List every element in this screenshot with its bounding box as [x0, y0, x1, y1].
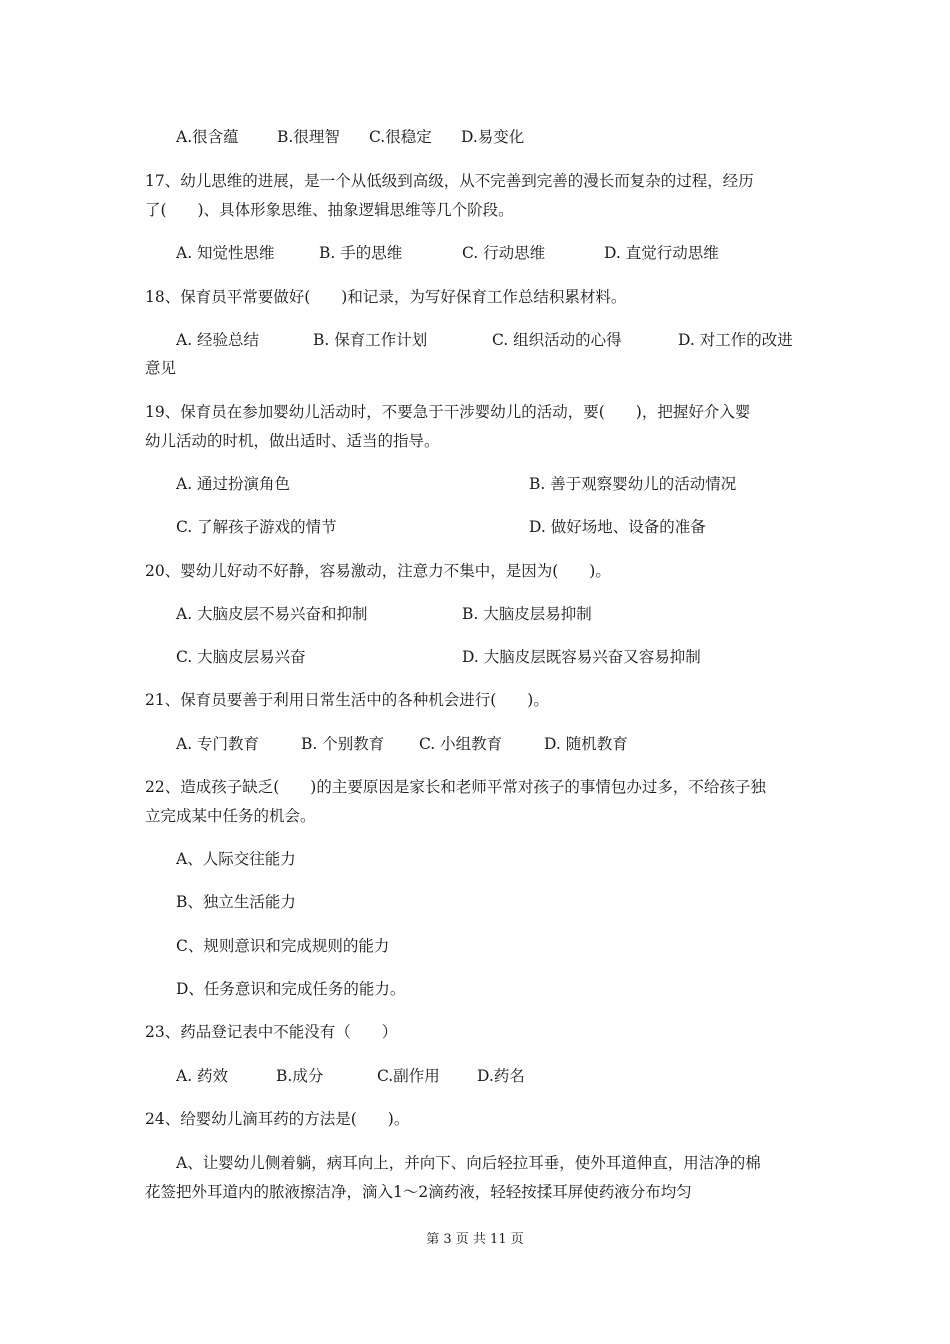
q16-option-d: D.易变化 [461, 128, 525, 146]
q23-option-b: B.成分 [276, 1067, 324, 1085]
q20-stem-line1: 20、婴幼儿好动不好静，容易激动，注意力不集中，是因为( )。 [145, 562, 611, 580]
q16-option-b: B.很理智 [277, 128, 340, 146]
q24-option-a-line2: 花签把外耳道内的脓液擦洁净，滴入1～2滴药液，轻轻按揉耳屏使药液分布均匀 [145, 1183, 692, 1201]
q18-option-a: A. 经验总结 [176, 331, 260, 349]
q21-option-b: B. 个别教育 [301, 735, 385, 753]
q23-option-c: C.副作用 [377, 1067, 440, 1085]
q23-stem-line1: 23、药品登记表中不能没有（ ） [145, 1023, 398, 1041]
q17-option-c: C. 行动思维 [462, 244, 546, 262]
q24-option-a-line1: A、让婴幼儿侧着躺，病耳向上，并向下、向后轻拉耳垂，使外耳道伸直，用洁净的棉 [176, 1154, 761, 1172]
q17-stem-line2: 了( )、具体形象思维、抽象逻辑思维等几个阶段。 [145, 201, 514, 219]
q17-stem-line1: 17、幼儿思维的进展，是一个从低级到高级，从不完善到完善的漫长而复杂的过程，经历 [145, 172, 754, 190]
q22-stem-line2: 立完成某中任务的机会。 [145, 807, 316, 825]
q18-option-d-wrap: 意见 [145, 359, 177, 377]
q20-option-d: D. 大脑皮层既容易兴奋又容易抑制 [462, 648, 701, 666]
q24-stem-line1: 24、给婴幼儿滴耳药的方法是( )。 [145, 1110, 410, 1128]
q17-option-a: A. 知觉性思维 [176, 244, 275, 262]
q17-option-b: B. 手的思维 [319, 244, 403, 262]
q18-option-c: C. 组织活动的心得 [492, 331, 622, 349]
q19-stem-line2: 幼儿活动的时机，做出适时、适当的指导。 [145, 432, 440, 450]
q21-stem-line1: 21、保育员要善于利用日常生活中的各种机会进行( )。 [145, 691, 549, 709]
q18-option-d: D. 对工作的改进 [678, 331, 793, 349]
q17-option-d: D. 直觉行动思维 [604, 244, 719, 262]
q22-option-a: A、人际交往能力 [176, 850, 296, 868]
q22-option-d: D、任务意识和完成任务的能力。 [176, 980, 406, 998]
q21-option-a: A. 专门教育 [176, 735, 260, 753]
q23-option-d: D.药名 [477, 1067, 525, 1085]
q16-option-a: A.很含蕴 [176, 128, 239, 146]
q22-stem-line1: 22、造成孩子缺乏( )的主要原因是家长和老师平常对孩子的事情包办过多，不给孩子独 [145, 778, 766, 796]
q21-option-d: D. 随机教育 [544, 735, 628, 753]
q20-option-a: A. 大脑皮层不易兴奋和抑制 [176, 605, 368, 623]
q20-option-b: B. 大脑皮层易抑制 [462, 605, 592, 623]
q18-option-b: B. 保育工作计划 [313, 331, 428, 349]
q22-option-b: B、独立生活能力 [176, 893, 296, 911]
q21-option-c: C. 小组教育 [419, 735, 503, 753]
q19-option-c: C. 了解孩子游戏的情节 [176, 518, 337, 536]
q16-option-c: C.很稳定 [369, 128, 432, 146]
q19-option-b: B. 善于观察婴幼儿的活动情况 [529, 475, 737, 493]
q22-option-c: C、规则意识和完成规则的能力 [176, 937, 390, 955]
page-number-footer: 第 3 页 共 11 页 [426, 1232, 524, 1247]
q19-stem-line1: 19、保育员在参加婴幼儿活动时，不要急于干涉婴幼儿的活动，要( )，把握好介入婴 [145, 403, 751, 421]
q18-stem-line1: 18、保育员平常要做好( )和记录，为写好保育工作总结积累材料。 [145, 288, 627, 306]
q23-option-a: A. 药效 [176, 1067, 229, 1085]
q19-option-a: A. 通过扮演角色 [176, 475, 291, 493]
q20-option-c: C. 大脑皮层易兴奋 [176, 648, 306, 666]
q19-option-d: D. 做好场地、设备的准备 [529, 518, 706, 536]
